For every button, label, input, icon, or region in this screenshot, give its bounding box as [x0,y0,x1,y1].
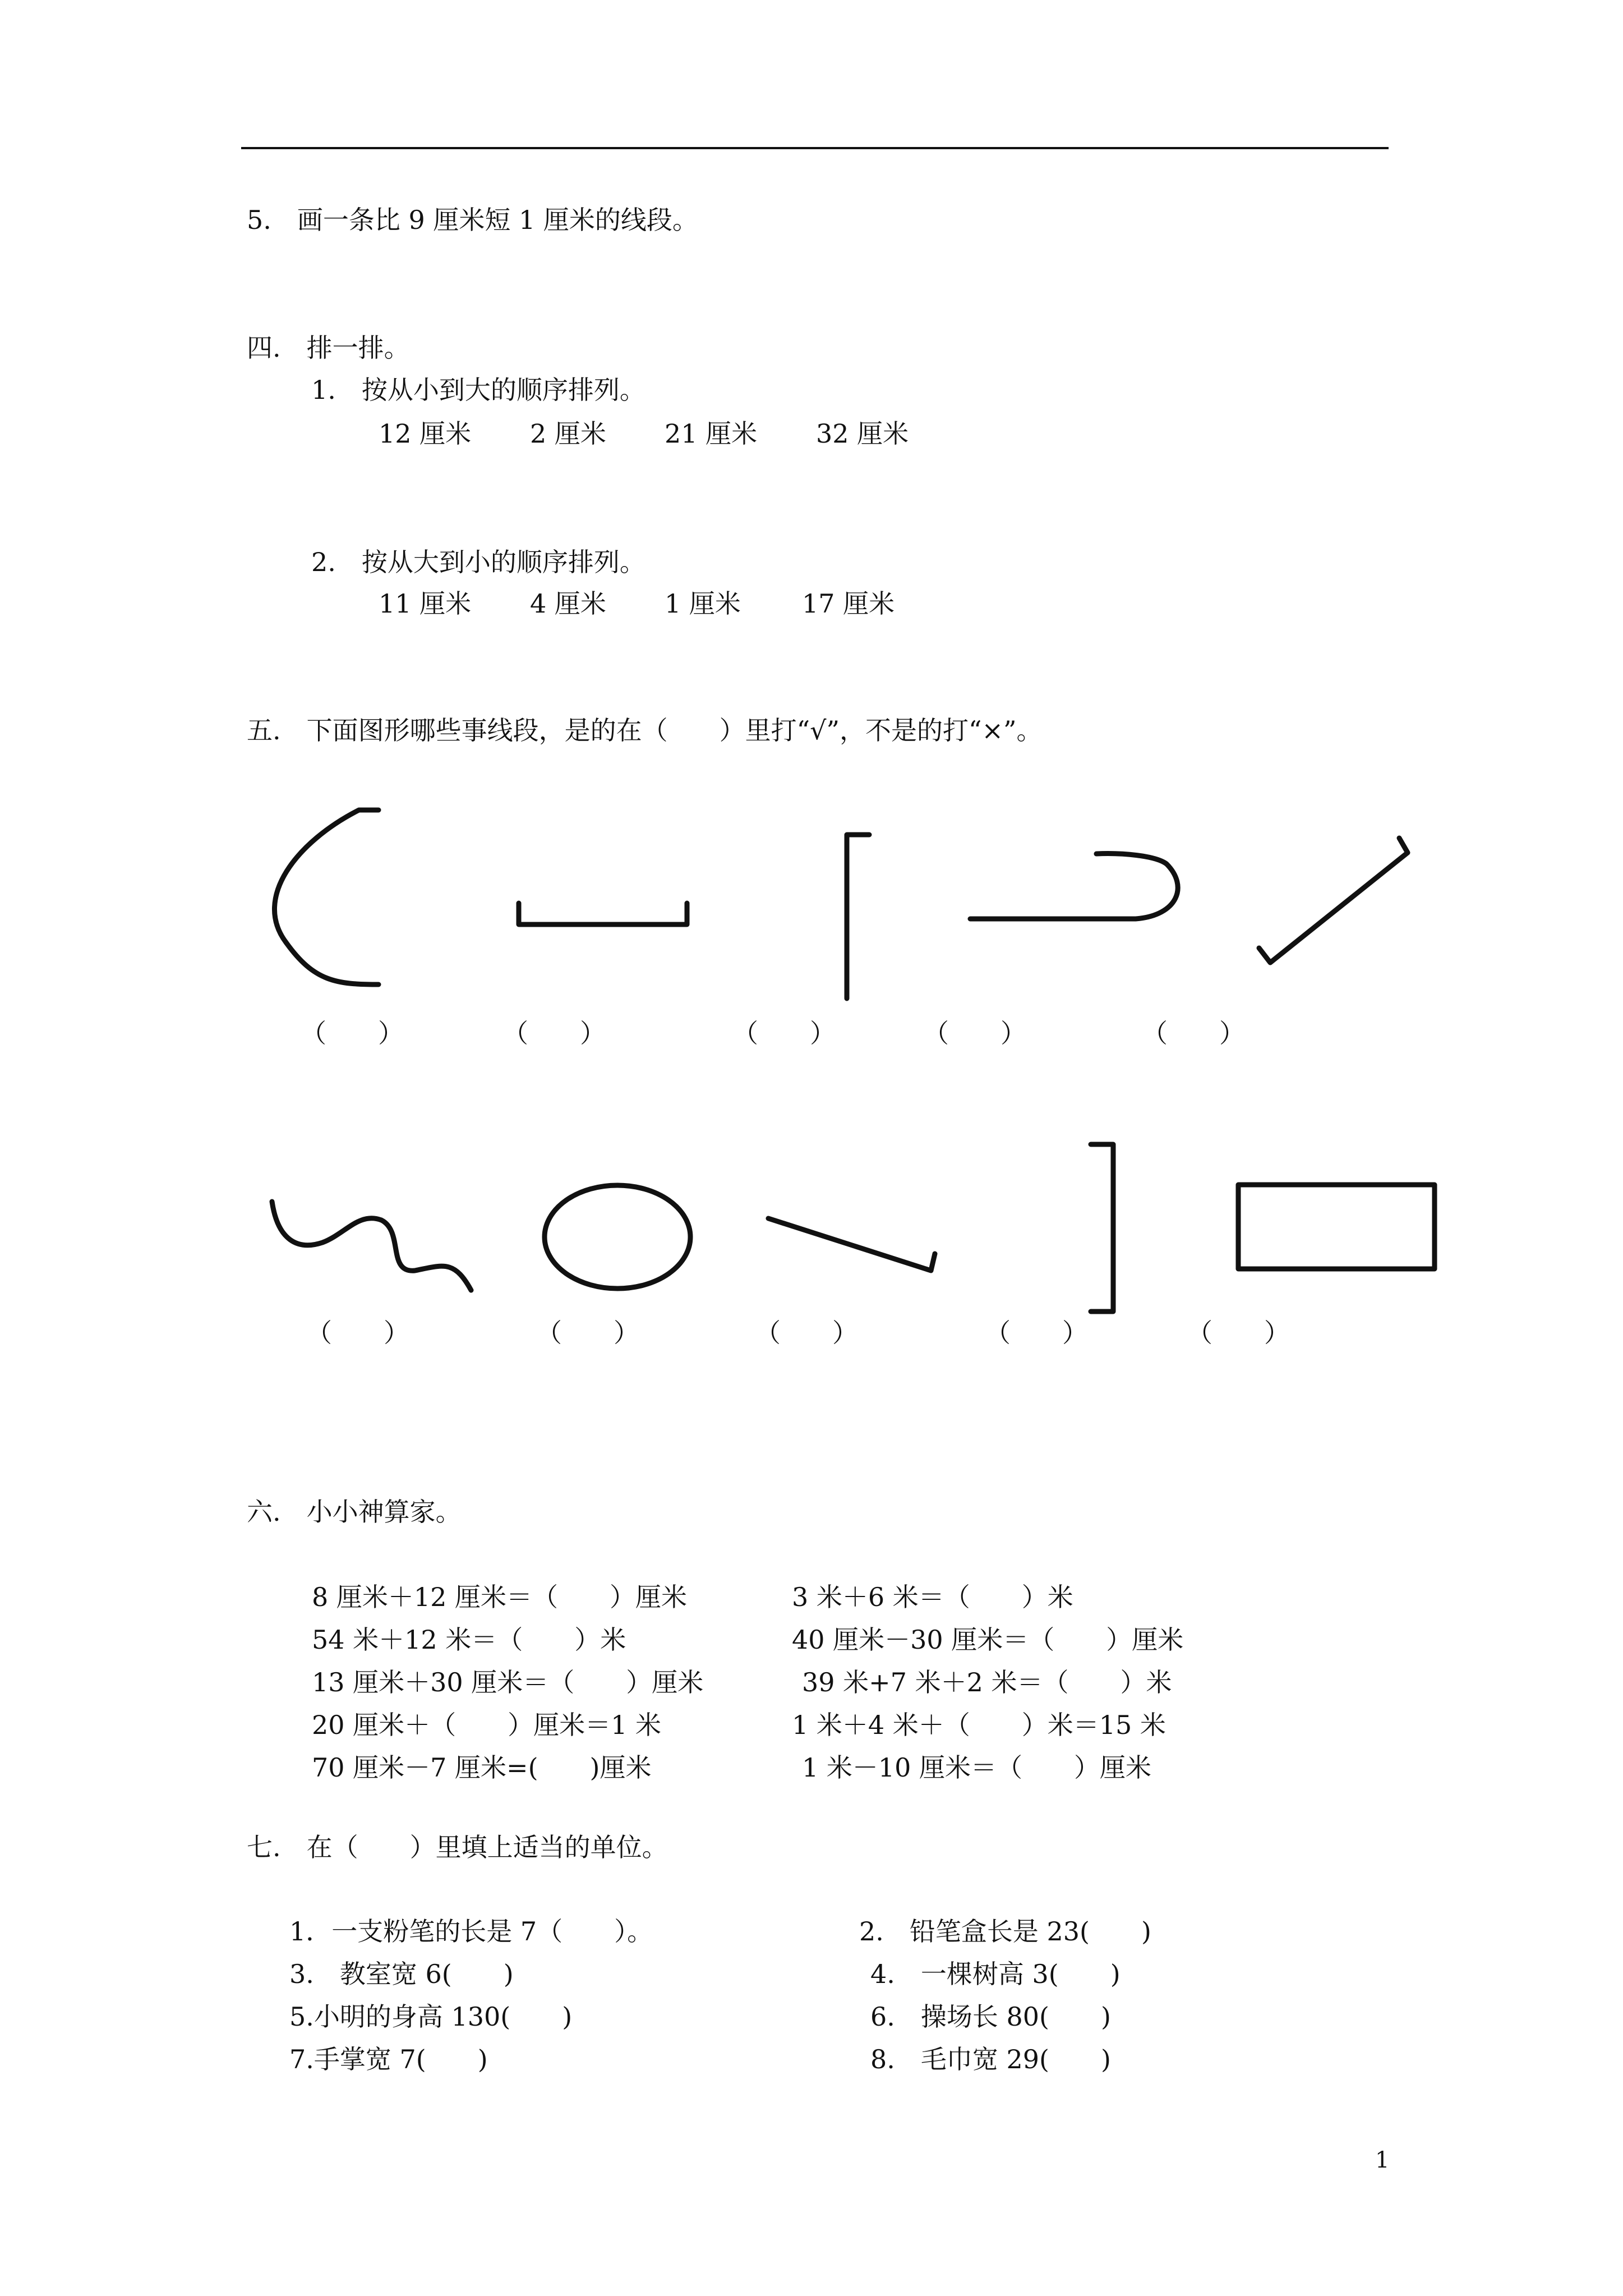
calc-problem: 3 米＋6 米＝（ ）米 [792,1582,1073,1612]
shape-ellipse [545,1185,690,1289]
shape-hooked-line [970,854,1178,919]
s4-q1-item: 2 厘米 [530,418,606,449]
page-number: 1 [1375,2147,1390,2173]
shape-right-bracket [1091,1144,1113,1312]
unit-problem: 2. 铅笔盒长是 23( ) [859,1916,1151,1947]
calc-problem: 40 厘米－30 厘米＝（ ）厘米 [792,1625,1184,1655]
shape-wavy-line [272,1202,471,1290]
section-6-title: 六. 小小神算家。 [247,1497,462,1527]
unit-problem: 6. 操场长 80( ) [870,2001,1111,2032]
unit-problem: 1．一支粉笔的长是 7（ ）。 [289,1916,653,1947]
calc-problem: 13 厘米＋30 厘米＝（ ）厘米 [312,1667,704,1697]
unit-problem: 3. 教室宽 6( ) [289,1959,514,1989]
answer-box[interactable]: （ ） [755,1318,858,1348]
shape-u-bracket [519,903,687,924]
answer-box[interactable]: （ ） [502,1018,606,1048]
answer-box[interactable]: （ ） [923,1018,1026,1048]
shape-slanted-line [768,1218,935,1271]
calc-problem: 1 米－10 厘米＝（ ）厘米 [802,1752,1152,1783]
answer-box[interactable]: （ ） [306,1318,409,1348]
answer-box[interactable]: （ ） [732,1018,836,1048]
calc-problem: 70 厘米－7 厘米=( )厘米 [312,1752,652,1783]
shape-l-bracket [847,835,869,999]
answer-box[interactable]: （ ） [1142,1018,1245,1048]
s4-q2-item: 1 厘米 [665,588,741,619]
s4-q1-prompt: 1. 按从小到大的顺序排列。 [311,375,645,405]
calc-problem: 39 米+7 米＋2 米＝（ ）米 [802,1667,1172,1697]
calc-problem: 20 厘米＋（ ）厘米＝1 米 [312,1710,662,1740]
calc-problem: 1 米＋4 米＋（ ）米＝15 米 [792,1710,1166,1740]
s4-q1-item: 21 厘米 [665,418,758,449]
section-4-title: 四. 排一排。 [247,333,410,363]
unit-problem: 4. 一棵树高 3( ) [870,1959,1121,1989]
unit-problem: 8. 毛巾宽 29( ) [870,2044,1111,2074]
shape-rectangle [1238,1185,1435,1269]
s4-q1-item: 12 厘米 [379,418,472,449]
s4-q2-prompt: 2. 按从大到小的顺序排列。 [311,547,645,577]
shape-angled-line [1259,838,1408,963]
q5-draw-prompt: 5. 画一条比 9 厘米短 1 厘米的线段。 [247,205,698,235]
section-7-title: 七. 在（ ）里填上适当的单位。 [247,1832,668,1862]
answer-box[interactable]: （ ） [1187,1318,1290,1348]
shape-curved-bracket [274,810,379,984]
s4-q2-item: 11 厘米 [379,588,472,619]
s4-q1-item: 32 厘米 [816,418,909,449]
unit-problem: 5.小明的身高 130( ) [289,2001,573,2032]
section-5-title: 五. 下面图形哪些事线段，是的在（ ）里打“√”，不是的打“×”。 [247,715,1043,746]
answer-box[interactable]: （ ） [301,1018,404,1048]
calc-problem: 54 米＋12 米＝（ ）米 [312,1625,626,1655]
s4-q2-item: 17 厘米 [802,588,895,619]
answer-box[interactable]: （ ） [536,1318,639,1348]
calc-problem: 8 厘米＋12 厘米＝（ ）厘米 [312,1582,688,1612]
s4-q2-item: 4 厘米 [530,588,606,619]
unit-problem: 7.手掌宽 7( ) [289,2044,488,2074]
answer-box[interactable]: （ ） [985,1318,1088,1348]
